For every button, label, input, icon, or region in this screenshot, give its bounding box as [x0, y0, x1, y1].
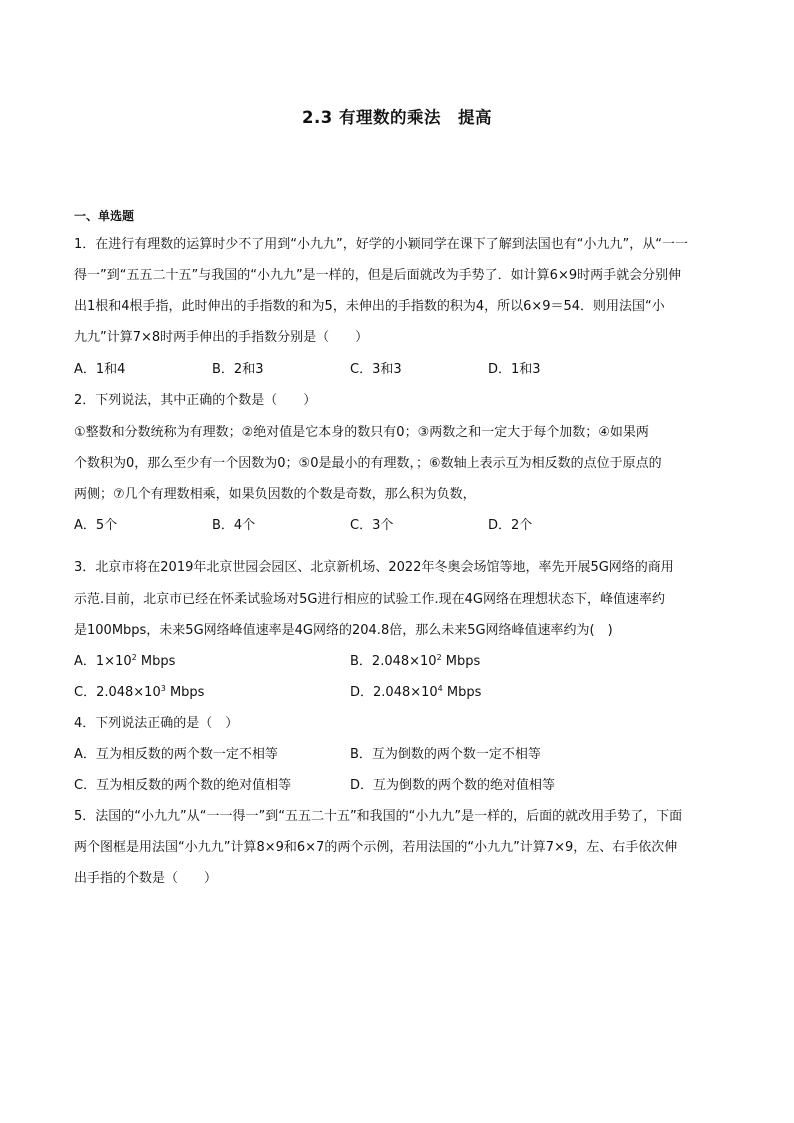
q4-option-a: A．互为相反数的两个数一定不相等 — [74, 747, 278, 762]
q2-option-b: B．4个 — [212, 518, 256, 533]
q4-option-c: C．互为相反数的两个数的绝对值相等 — [74, 778, 292, 793]
q3-option-b — [350, 654, 480, 670]
option-mantissa: 2.048×10 — [371, 654, 437, 669]
option-exponent: 3 — [160, 684, 166, 693]
q3-option-d — [350, 685, 481, 701]
option-label: D． — [350, 685, 374, 700]
option-unit: Mbps — [165, 685, 205, 700]
q4-stem: 4．下列说法正确的是（ ） — [74, 716, 239, 731]
q3-line-1: 3．北京市将在2019年北京世园会园区、北京新机场、2022年冬奥会场馆等地，率先开展5G网络的商用 — [74, 560, 674, 575]
option-exponent: 2 — [436, 653, 442, 662]
option-exponent: 2 — [131, 653, 137, 662]
option-unit: Mbps — [441, 654, 481, 669]
option-unit: Mbps — [136, 654, 176, 669]
q3-line-3: 是100Mbps，未来5G网络峰值速率是4G网络的204.8倍，那么未来5G网络峰值速率约为( ) — [74, 623, 613, 638]
page-title: 2.3 有理数的乘法 提高 — [302, 108, 492, 127]
option-exponent: 4 — [437, 684, 443, 693]
option-mantissa: 1×10 — [95, 654, 132, 669]
option-mantissa: 2.048×10 — [373, 685, 438, 700]
q5-line-3: 出手指的个数是（ ） — [74, 871, 218, 886]
q2-line-2: 个数积为0，那么至少有一个因数为0；⑤0是最小的有理数，；⑥数轴上表示互为相反数的点位于原点的 — [74, 456, 662, 471]
q3-option-c — [74, 685, 204, 701]
q2-option-d: D．2个 — [488, 518, 533, 533]
q1-option-a: A．1和4 — [74, 362, 126, 377]
q1-line-2: 得一”到“五五二十五”与我国的“小九九”是一样的，但是后面就改为手势了．如计算6×9时两手就会分别伸 — [74, 268, 682, 283]
section-heading: 一、单选题 — [74, 209, 135, 223]
q1-line-1: 1．在进行有理数的运算时少不了用到“小九九”，好学的小颖同学在课下了解到法国也有“小九九”，从“一一 — [74, 237, 688, 252]
q5-line-2: 两个图框是用法国“小九九”计算8×9和6×7的两个示例，若用法国的“小九九”计算7×9，左、右手依次伸 — [74, 840, 678, 855]
q1-option-c: C．3和3 — [350, 362, 402, 377]
q1-option-d: D．1和3 — [488, 362, 541, 377]
q1-option-b: B．2和3 — [212, 362, 264, 377]
q2-stem: 2．下列说法，其中正确的个数是（ ） — [74, 393, 317, 408]
q4-option-b: B．互为倒数的两个数一定不相等 — [350, 747, 541, 762]
q2-line-1: ①整数和分数统称为有理数；②绝对值是它本身的数只有0；③两数之和一定大于每个加数；④如果两 — [74, 425, 649, 440]
option-mantissa: 2.048×10 — [96, 685, 161, 700]
q1-line-4: 九九”计算7×8时两手伸出的手指数分别是（ ） — [74, 330, 369, 345]
q5-line-1: 5．法国的“小九九”从“一一得一”到“五五二十五”和我国的“小九九”是一样的，后面的就改用手势了，下面 — [74, 809, 683, 824]
q2-option-a: A．5个 — [74, 518, 118, 533]
q2-option-c: C．3个 — [350, 518, 394, 533]
q1-line-3: 出1根和4根手指，此时伸出的手指数的和为5，未伸出的手指数的积为4，所以6×9＝54．则用法国“小 — [74, 299, 665, 314]
option-unit: Mbps — [442, 685, 482, 700]
option-label: A． — [74, 654, 96, 669]
q3-line-2: 示范.目前，北京市已经在怀柔试验场对5G进行相应的试验工作.现在4G网络在理想状态下，峰值速率约 — [74, 592, 665, 607]
option-label: B． — [350, 654, 372, 669]
q2-line-3: 两侧；⑦几个有理数相乘，如果负因数的个数是奇数，那么积为负数， — [74, 487, 476, 502]
option-label: C． — [74, 685, 97, 700]
q4-option-d: D．互为倒数的两个数的绝对值相等 — [350, 778, 556, 793]
q3-option-a — [74, 654, 175, 670]
